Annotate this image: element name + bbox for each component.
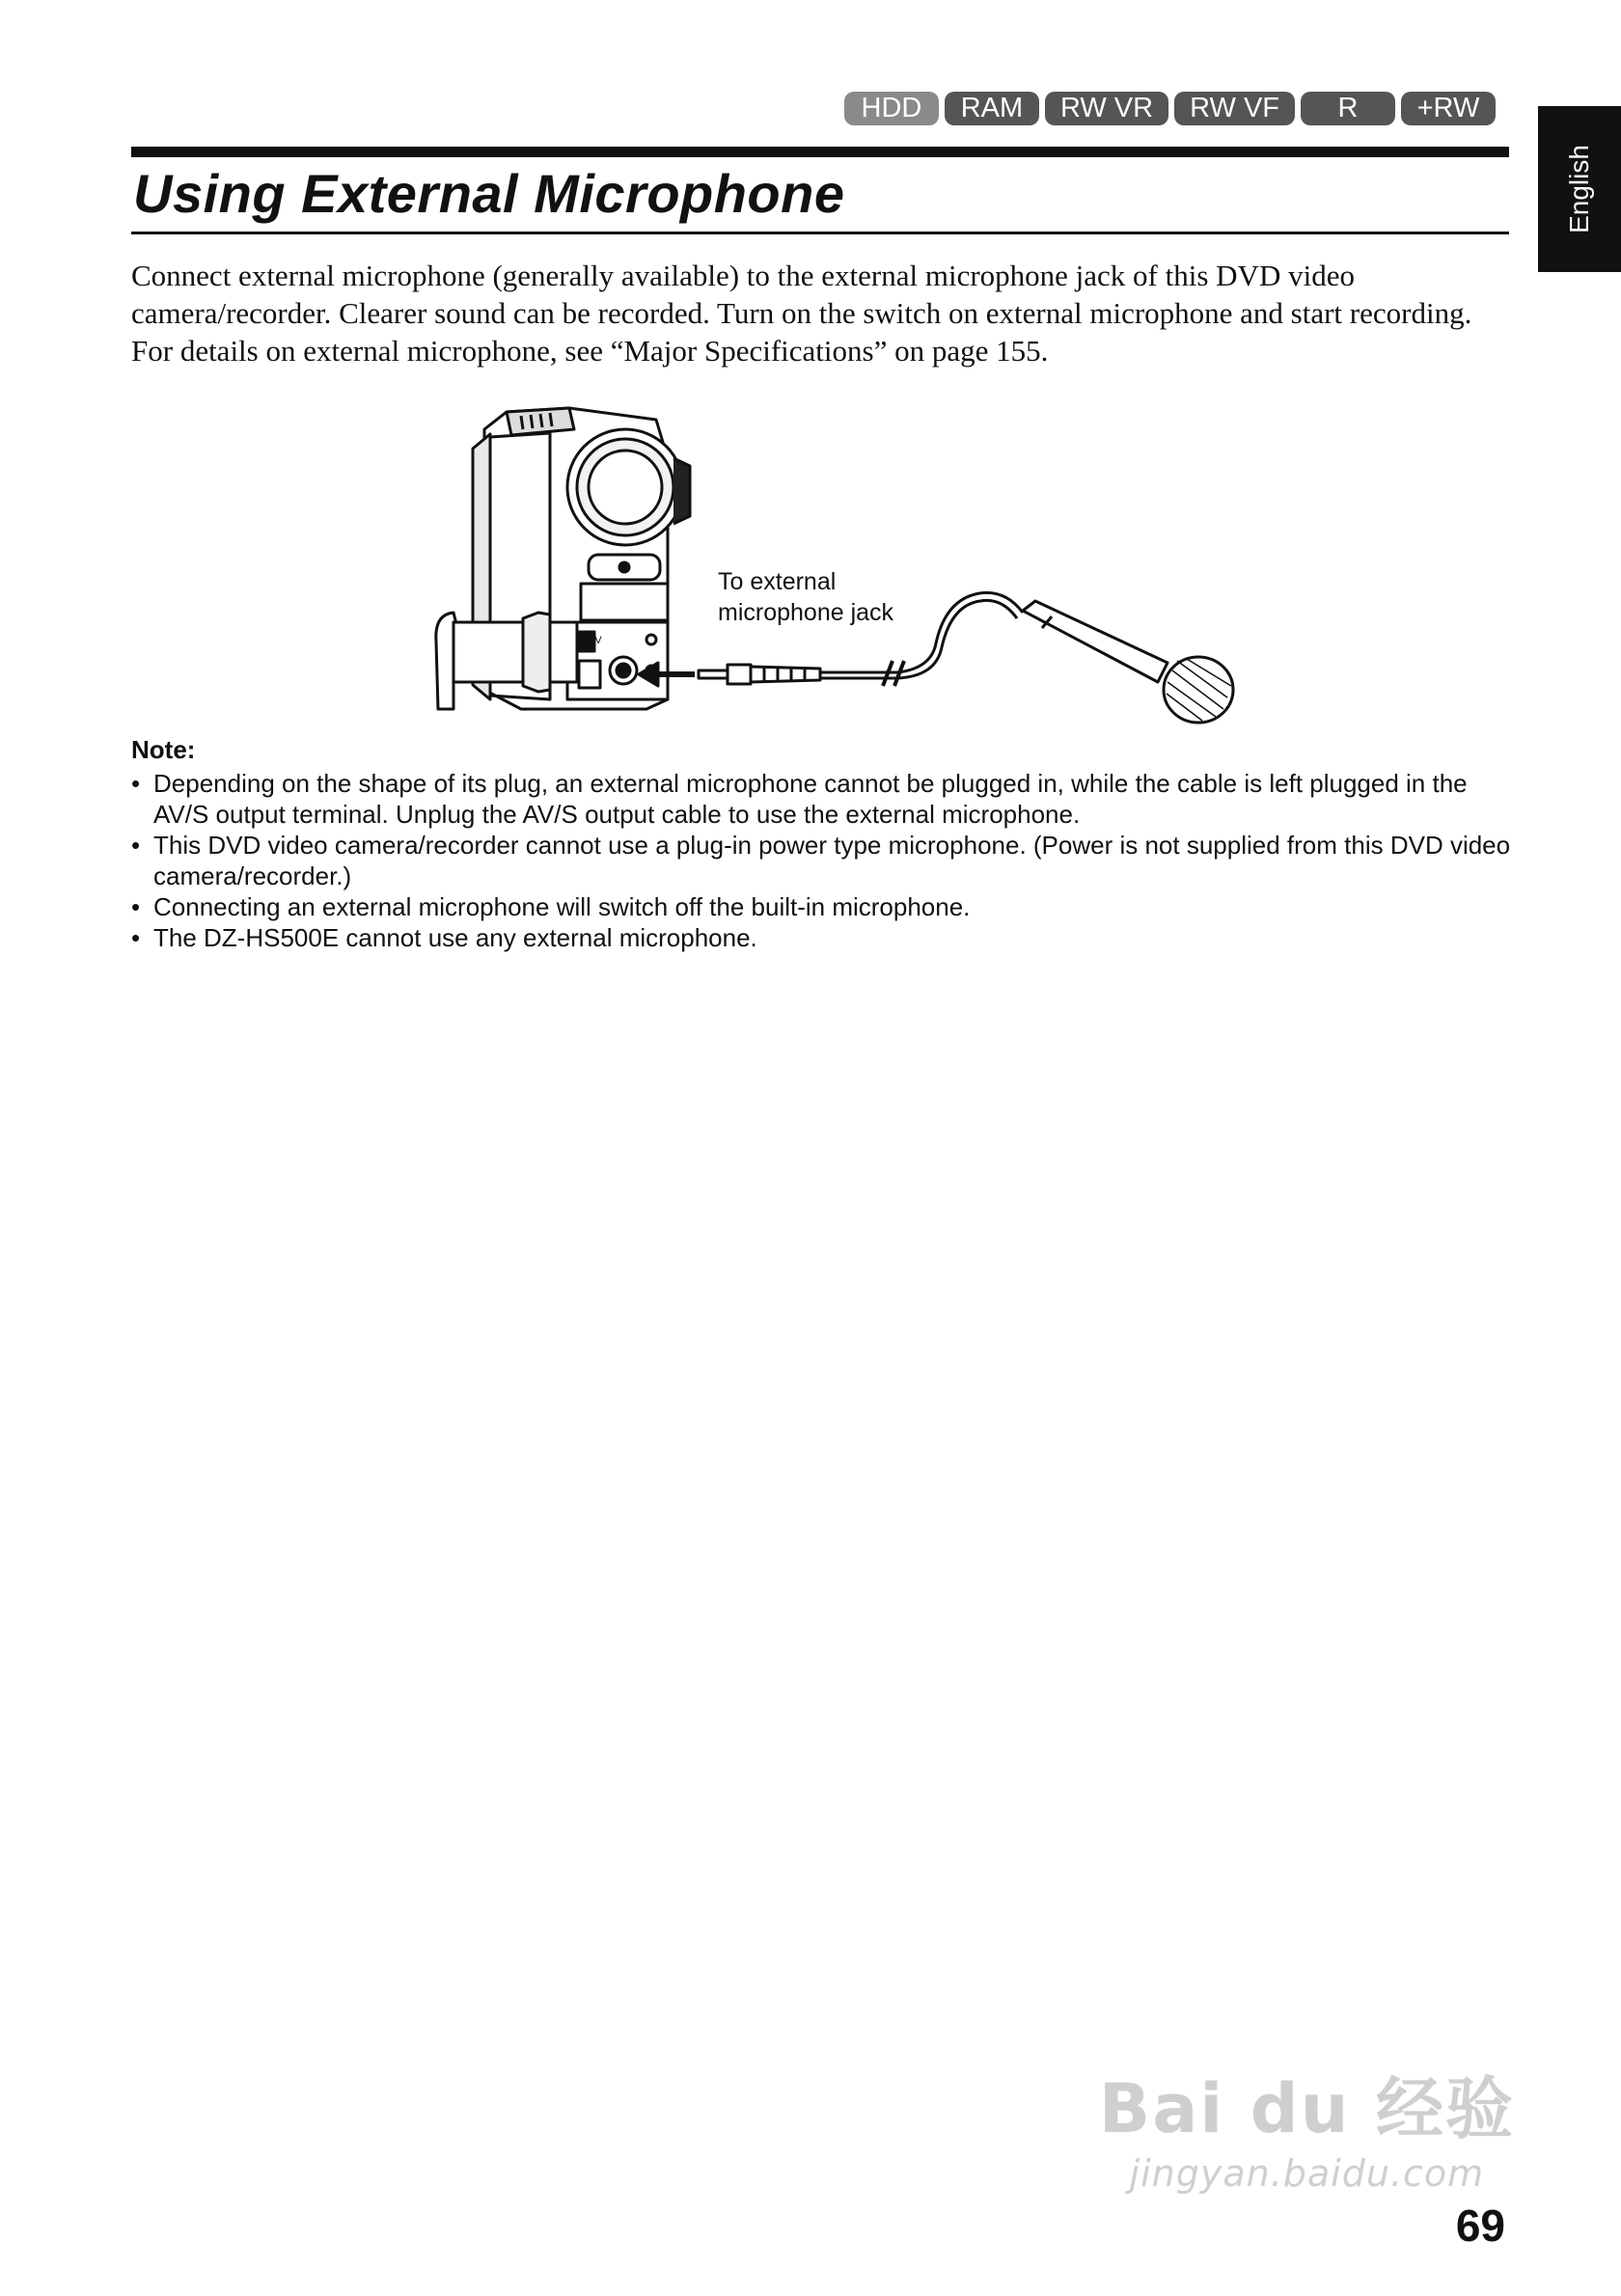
note-item: • Depending on the shape of its plug, an external microphone cannot be plugged in, while the cable is left plugged in the AV/S output terminal. Unplug the AV/S output cable to use the external microphone. <box>131 768 1511 830</box>
note-label: Note: <box>131 735 196 764</box>
av-port-label: A/V <box>585 635 602 646</box>
intro-paragraph: Connect external microphone (generally available) to the external microphone jack of this DVD video camera/recorder. Clearer sound can be recorded. Turn on the switch on external microphone and start recording. For details on external microphone, see “Major Specifications” on page 155. <box>131 259 1472 368</box>
callout-line-2: microphone jack <box>718 599 894 626</box>
note-item: • This DVD video camera/recorder cannot use a plug-in power type microphone. (Power is not supplied from this DVD video camera/recorder.) <box>131 830 1511 891</box>
title-rule-top <box>131 147 1509 157</box>
disc-tag-rw-vr: RW VR <box>1045 92 1168 125</box>
note-item: • Connecting an external microphone will switch off the built-in microphone. <box>131 891 1511 922</box>
baidu-watermark <box>1099 2055 1515 2195</box>
language-tab-label: English <box>1564 145 1594 233</box>
callout-line-1: To external <box>718 568 837 595</box>
watermark-brand: Bai du 经验 <box>1098 2069 1515 2148</box>
disc-tag-plus-rw: +RW <box>1401 92 1496 125</box>
page-number: 69 <box>1455 2200 1505 2251</box>
watermark-url: jingyan.baidu.com <box>1129 2152 1485 2195</box>
jack-callout <box>718 566 893 628</box>
title-rule-bottom <box>131 232 1509 234</box>
page-title: Using External Microphone <box>133 163 845 224</box>
note-item: • The DZ-HS500E cannot use any external microphone. <box>131 922 1511 953</box>
language-tab <box>1538 106 1621 272</box>
disc-tag-rw-vf: RW VF <box>1174 92 1295 125</box>
camcorder-illustration <box>415 391 1235 733</box>
disc-tag-ram: RAM <box>945 92 1039 125</box>
microphone-connection-figure <box>415 391 1235 733</box>
disc-tag-hdd: HDD <box>844 92 939 125</box>
note-list <box>131 768 1511 953</box>
disc-tag-r: R <box>1301 92 1395 125</box>
disc-type-tags <box>844 92 1496 125</box>
